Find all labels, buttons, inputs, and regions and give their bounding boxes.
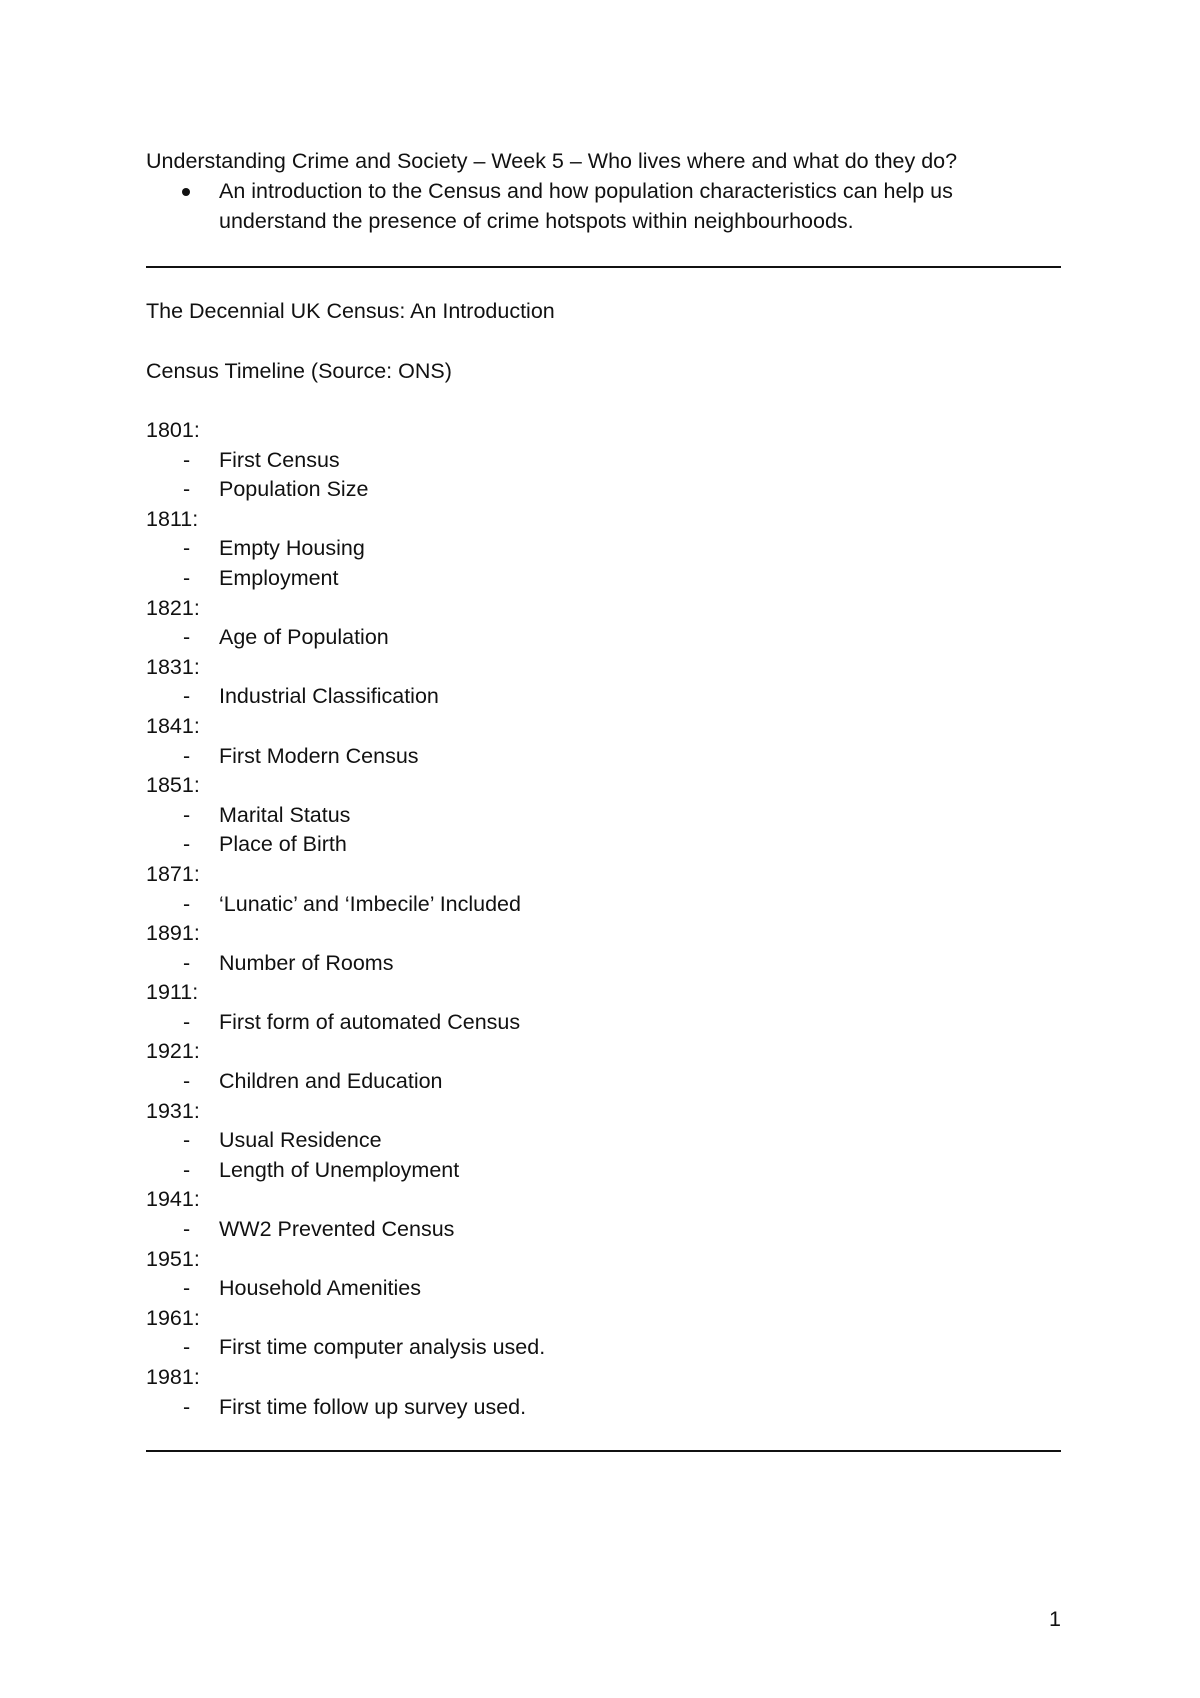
timeline-year: 1851:: [146, 773, 200, 798]
dash-icon: -: [183, 832, 191, 857]
timeline-item: [146, 623, 1061, 653]
timeline-item: [146, 801, 1061, 831]
timeline-item: [146, 1008, 1061, 1038]
timeline-item-text: First Census: [219, 447, 340, 472]
dash-icon: -: [183, 684, 191, 709]
dash-icon: -: [183, 1394, 191, 1419]
timeline-item: [146, 1333, 1061, 1363]
timeline-item-text: First Modern Census: [219, 743, 419, 768]
timeline-item-text: ‘Lunatic’ and ‘Imbecile’ Included: [219, 891, 521, 916]
timeline-item: [146, 682, 1061, 712]
timeline-item-text: Number of Rooms: [219, 950, 394, 975]
dash-icon: -: [183, 1217, 191, 1242]
spacer: [146, 386, 1061, 416]
dash-icon: -: [183, 1276, 191, 1301]
timeline-item: [146, 534, 1061, 564]
page-number: 1: [1049, 1607, 1061, 1631]
timeline-item: [146, 830, 1061, 860]
timeline-year: 1821:: [146, 595, 200, 620]
timeline-item-text: Usual Residence: [219, 1128, 382, 1153]
intro-bullet-text: An introduction to the Census and how population characteristics can help us understand the presence of crime hotspots within neighbourhoods.: [219, 179, 953, 233]
horizontal-rule-bottom: [146, 1450, 1061, 1452]
dash-icon: -: [183, 743, 191, 768]
timeline-item: [146, 890, 1061, 920]
spacer: [146, 326, 1061, 356]
timeline-year: 1921:: [146, 1039, 200, 1064]
timeline-item: [146, 564, 1061, 594]
bullet-icon: [182, 188, 190, 196]
horizontal-rule-top: [146, 266, 1061, 268]
timeline-year: 1871:: [146, 861, 200, 886]
dash-icon: -: [183, 1128, 191, 1153]
timeline-year: 1841:: [146, 713, 200, 738]
timeline-item-text: Household Amenities: [219, 1276, 421, 1301]
document-title: Understanding Crime and Society – Week 5 – Who lives where and what do they do?: [146, 149, 958, 173]
intro-bullet: [146, 176, 1061, 236]
timeline-item: [146, 1393, 1061, 1423]
timeline-item: [146, 1274, 1061, 1304]
census-timeline: [146, 416, 1061, 1422]
timeline-item: [146, 1215, 1061, 1245]
timeline-item: [146, 742, 1061, 772]
timeline-item: [146, 1156, 1061, 1186]
timeline-year: 1801:: [146, 418, 200, 442]
dash-icon: -: [183, 891, 191, 916]
timeline-heading: Census Timeline (Source: ONS): [146, 359, 452, 383]
timeline-item: [146, 1126, 1061, 1156]
timeline-year: 1831:: [146, 654, 200, 679]
timeline-item-text: Length of Unemployment: [219, 1157, 460, 1182]
timeline-item: [146, 1067, 1061, 1097]
dash-icon: -: [183, 536, 191, 561]
timeline-year: 1951:: [146, 1246, 200, 1271]
timeline-item-text: Industrial Classification: [219, 684, 439, 709]
timeline-year: 1931:: [146, 1098, 200, 1123]
dash-icon: -: [183, 447, 191, 472]
timeline-year: 1961:: [146, 1305, 200, 1330]
timeline-year: 1941:: [146, 1187, 200, 1212]
dash-icon: -: [183, 1335, 191, 1360]
timeline-item-text: Empty Housing: [219, 536, 365, 561]
dash-icon: -: [183, 477, 191, 502]
timeline-item-text: Children and Education: [219, 1069, 443, 1094]
dash-icon: -: [183, 802, 191, 827]
dash-icon: -: [183, 1157, 191, 1182]
timeline-item: [146, 475, 1061, 505]
page-content: [146, 146, 1061, 1452]
dash-icon: -: [183, 1069, 191, 1094]
timeline-item-text: First time computer analysis used.: [219, 1335, 546, 1360]
timeline-year: 1911:: [146, 980, 199, 1005]
timeline-year: 1811:: [146, 506, 199, 531]
dash-icon: -: [183, 1009, 191, 1034]
timeline-item-text: Place of Birth: [219, 832, 347, 857]
timeline-item: [146, 949, 1061, 979]
dash-icon: -: [183, 950, 191, 975]
timeline-item-text: Age of Population: [219, 625, 389, 650]
timeline-year: 1891:: [146, 921, 200, 946]
timeline-year: 1981:: [146, 1365, 200, 1389]
timeline-item-text: First form of automated Census: [219, 1009, 521, 1034]
timeline-item-text: Employment: [219, 565, 339, 590]
timeline-item-text: Marital Status: [219, 802, 351, 827]
timeline-item-text: First time follow up survey used.: [219, 1394, 527, 1419]
timeline-item: [146, 446, 1061, 476]
dash-icon: -: [183, 565, 191, 590]
timeline-item-text: WW2 Prevented Census: [219, 1217, 455, 1242]
dash-icon: -: [183, 625, 191, 650]
timeline-item-text: Population Size: [219, 477, 369, 502]
section-title: The Decennial UK Census: An Introduction: [146, 299, 555, 323]
